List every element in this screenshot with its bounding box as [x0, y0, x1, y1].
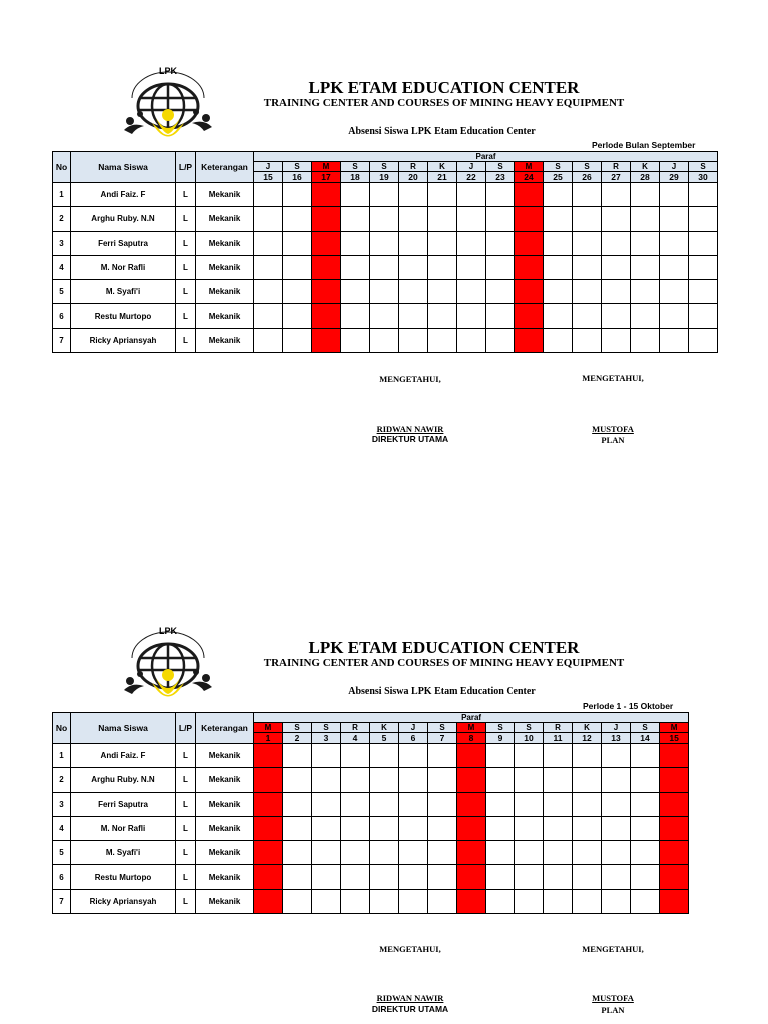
attendance-cell[interactable]	[544, 816, 573, 840]
date-cell: 29	[660, 172, 689, 183]
student-no: 6	[53, 304, 71, 328]
attendance-cell[interactable]	[312, 768, 341, 792]
date-cell: 18	[341, 172, 370, 183]
student-name: M. Nor Rafli	[71, 816, 176, 840]
day-cell: M	[254, 723, 283, 733]
signer-role-left: DIREKTUR UTAMA	[371, 1004, 449, 1014]
student-gender: L	[176, 304, 196, 328]
student-note: Mekanik	[196, 304, 254, 328]
day-cell: R	[602, 162, 631, 172]
attendance-cell[interactable]	[660, 816, 689, 840]
attendance-cell[interactable]	[399, 744, 428, 768]
date-cell: 22	[457, 172, 486, 183]
attendance-cell[interactable]	[428, 816, 457, 840]
attendance-cell[interactable]	[399, 841, 428, 865]
attendance-cell[interactable]	[457, 841, 486, 865]
period-label: Perlode 1 - 15 Oktober	[583, 701, 674, 711]
attendance-cell[interactable]	[515, 841, 544, 865]
attendance-cell[interactable]	[602, 744, 631, 768]
attendance-cell[interactable]	[457, 816, 486, 840]
date-cell: 21	[428, 172, 457, 183]
attendance-cell[interactable]	[254, 792, 283, 816]
attendance-cell[interactable]	[457, 768, 486, 792]
student-no: 3	[53, 792, 71, 816]
attendance-cell[interactable]	[544, 841, 573, 865]
date-cell: 7	[428, 733, 457, 744]
student-gender: L	[176, 183, 196, 207]
attendance-cell[interactable]	[486, 841, 515, 865]
student-no: 5	[53, 280, 71, 304]
date-cell: 28	[631, 172, 660, 183]
attendance-cell[interactable]	[573, 841, 602, 865]
attendance-cell[interactable]	[312, 841, 341, 865]
mengetahui-right: MENGETAHUI,	[582, 944, 644, 954]
col-gender-header: L/P	[176, 713, 196, 744]
attendance-cell[interactable]	[573, 744, 602, 768]
day-cell: S	[283, 162, 312, 172]
date-cell: 23	[486, 172, 515, 183]
mengetahui-left: MENGETAHUI,	[379, 944, 441, 954]
student-gender: L	[176, 889, 196, 913]
date-cell: 26	[573, 172, 602, 183]
attendance-cell[interactable]	[486, 865, 515, 889]
student-note: Mekanik	[196, 255, 254, 279]
student-no: 4	[53, 816, 71, 840]
day-cell: S	[486, 162, 515, 172]
student-note: Mekanik	[196, 865, 254, 889]
attendance-cell[interactable]	[515, 792, 544, 816]
col-no-header: No	[53, 713, 71, 744]
attendance-cell[interactable]	[573, 792, 602, 816]
date-cell: 3	[312, 733, 341, 744]
attendance-cell[interactable]	[544, 865, 573, 889]
date-cell: 2	[283, 733, 312, 744]
student-name: M. Nor Rafli	[71, 255, 176, 279]
signer-role-left: DIREKTUR UTAMA	[371, 434, 449, 444]
day-cell: S	[544, 162, 573, 172]
page-subtitle: TRAINING CENTER AND COURSES OF MINING HEAVY EQUIPMENT	[263, 97, 625, 109]
table-row	[53, 889, 689, 913]
attendance-cell[interactable]	[602, 889, 631, 913]
date-cell: 1	[254, 733, 283, 744]
table-row	[53, 865, 689, 889]
day-cell: S	[283, 723, 312, 733]
paraf-header: Paraf	[254, 713, 689, 723]
attendance-cell[interactable]	[602, 841, 631, 865]
mengetahui-left: MENGETAHUI,	[379, 374, 441, 384]
student-note: Mekanik	[196, 231, 254, 255]
student-gender: L	[176, 841, 196, 865]
attendance-cell[interactable]	[573, 768, 602, 792]
attendance-cell[interactable]	[602, 768, 631, 792]
student-name: Restu Murtopo	[71, 865, 176, 889]
student-gender: L	[176, 231, 196, 255]
student-gender: L	[176, 768, 196, 792]
student-name: Arghu Ruby. N.N	[71, 768, 176, 792]
attendance-cell[interactable]	[457, 744, 486, 768]
date-cell: 4	[341, 733, 370, 744]
signer-role-right: PLAN	[601, 1005, 625, 1015]
date-cell: 20	[399, 172, 428, 183]
student-no: 4	[53, 255, 71, 279]
attendance-cell[interactable]	[312, 792, 341, 816]
attendance-cell[interactable]	[254, 865, 283, 889]
student-note: Mekanik	[196, 816, 254, 840]
day-cell: S	[370, 162, 399, 172]
student-note: Mekanik	[196, 744, 254, 768]
attendance-cell[interactable]	[283, 841, 312, 865]
student-gender: L	[176, 255, 196, 279]
attendance-cell[interactable]	[602, 865, 631, 889]
signer-name-left: RIDWAN NAWIR	[376, 424, 444, 434]
attendance-cell[interactable]	[660, 865, 689, 889]
attendance-cell[interactable]	[312, 865, 341, 889]
table-row	[53, 768, 689, 792]
attendance-cell[interactable]	[370, 744, 399, 768]
attendance-cell[interactable]	[370, 841, 399, 865]
day-cell: S	[312, 723, 341, 733]
student-name: Andi Faiz. F	[71, 183, 176, 207]
student-name: Andi Faiz. F	[71, 744, 176, 768]
student-name: M. Syafi'i	[71, 841, 176, 865]
attendance-cell[interactable]	[457, 792, 486, 816]
attendance-cell[interactable]	[428, 841, 457, 865]
student-gender: L	[176, 280, 196, 304]
attendance-cell[interactable]	[283, 865, 312, 889]
day-cell: R	[544, 723, 573, 733]
table-row	[53, 816, 689, 840]
day-cell: M	[660, 723, 689, 733]
signer-role-right: PLAN	[601, 435, 625, 445]
date-cell: 14	[631, 733, 660, 744]
attendance-cell[interactable]	[341, 889, 370, 913]
date-cell: 15	[254, 172, 283, 183]
student-note: Mekanik	[196, 768, 254, 792]
table-row	[53, 841, 689, 865]
signer-name-right: MUSTOFA	[592, 993, 634, 1003]
date-cell: 9	[486, 733, 515, 744]
attendance-cell[interactable]	[660, 768, 689, 792]
attendance-cell[interactable]	[254, 889, 283, 913]
attendance-cell[interactable]	[370, 865, 399, 889]
page-title: LPK ETAM EDUCATION CENTER	[308, 78, 580, 97]
day-cell: R	[341, 723, 370, 733]
date-cell: 15	[660, 733, 689, 744]
col-note-header: Keterangan	[196, 713, 254, 744]
table-row	[53, 744, 689, 768]
attendance-cell[interactable]	[631, 865, 660, 889]
attendance-cell[interactable]	[254, 816, 283, 840]
date-cell: 12	[573, 733, 602, 744]
day-cell: J	[602, 723, 631, 733]
signer-name-left: RIDWAN NAWIR	[376, 993, 444, 1003]
attendance-cell[interactable]	[341, 841, 370, 865]
attendance-cell[interactable]	[341, 816, 370, 840]
date-cell: 16	[283, 172, 312, 183]
attendance-cell[interactable]	[312, 816, 341, 840]
student-name: Restu Murtopo	[71, 304, 176, 328]
day-cell: K	[573, 723, 602, 733]
day-cell: J	[457, 162, 486, 172]
attendance-cell[interactable]	[370, 816, 399, 840]
col-note-header: Keterangan	[196, 152, 254, 183]
attendance-cell[interactable]	[631, 889, 660, 913]
date-cell: 17	[312, 172, 341, 183]
student-no: 2	[53, 207, 71, 231]
day-cell: S	[341, 162, 370, 172]
day-cell: S	[689, 162, 718, 172]
student-gender: L	[176, 744, 196, 768]
attendance-cell[interactable]	[341, 744, 370, 768]
day-cell: S	[631, 723, 660, 733]
attendance-cell[interactable]	[631, 744, 660, 768]
attendance-cell[interactable]	[428, 889, 457, 913]
attendance-cell[interactable]	[283, 889, 312, 913]
attendance-cell[interactable]	[399, 865, 428, 889]
attendance-cell[interactable]	[631, 841, 660, 865]
student-note: Mekanik	[196, 328, 254, 352]
student-name: Arghu Ruby. N.N	[71, 207, 176, 231]
attendance-cell[interactable]	[341, 768, 370, 792]
col-no-header: No	[53, 152, 71, 183]
date-cell: 5	[370, 733, 399, 744]
attendance-cell[interactable]	[283, 792, 312, 816]
student-rows	[53, 744, 689, 914]
attendance-cell[interactable]	[370, 889, 399, 913]
date-cell: 19	[370, 172, 399, 183]
attendance-cell[interactable]	[515, 744, 544, 768]
attendance-cell[interactable]	[544, 792, 573, 816]
day-cell: K	[370, 723, 399, 733]
attendance-cell[interactable]	[660, 889, 689, 913]
student-no: 3	[53, 231, 71, 255]
student-gender: L	[176, 207, 196, 231]
day-cell: K	[631, 162, 660, 172]
attendance-cell[interactable]	[428, 865, 457, 889]
student-name: Ferri Saputra	[71, 231, 176, 255]
student-note: Mekanik	[196, 889, 254, 913]
attendance-cell[interactable]	[312, 889, 341, 913]
attendance-cell[interactable]	[370, 792, 399, 816]
attendance-cell[interactable]	[254, 841, 283, 865]
student-note: Mekanik	[196, 280, 254, 304]
date-cell: 27	[602, 172, 631, 183]
attendance-cell[interactable]	[486, 768, 515, 792]
student-note: Mekanik	[196, 841, 254, 865]
student-no: 5	[53, 841, 71, 865]
attendance-cell[interactable]	[486, 889, 515, 913]
attendance-cell[interactable]	[544, 889, 573, 913]
attendance-cell[interactable]	[399, 792, 428, 816]
attendance-cell[interactable]	[428, 792, 457, 816]
attendance-cell[interactable]	[544, 744, 573, 768]
attendance-cell[interactable]	[631, 768, 660, 792]
day-cell: S	[486, 723, 515, 733]
date-cell: 13	[602, 733, 631, 744]
col-gender-header: L/P	[176, 152, 196, 183]
attendance-cell[interactable]	[283, 768, 312, 792]
attendance-cell[interactable]	[341, 865, 370, 889]
student-no: 6	[53, 865, 71, 889]
student-gender: L	[176, 816, 196, 840]
student-name: Ricky Apriansyah	[71, 328, 176, 352]
attendance-cell[interactable]	[660, 744, 689, 768]
date-cell: 24	[515, 172, 544, 183]
attendance-cell[interactable]	[573, 865, 602, 889]
page-title: LPK ETAM EDUCATION CENTER	[308, 638, 580, 657]
student-name: Ferri Saputra	[71, 792, 176, 816]
day-cell: S	[515, 723, 544, 733]
student-note: Mekanik	[196, 792, 254, 816]
attendance-table	[52, 712, 689, 914]
attendance-cell[interactable]	[254, 744, 283, 768]
attendance-cell[interactable]	[631, 816, 660, 840]
attendance-cell[interactable]	[573, 889, 602, 913]
attendance-cell[interactable]	[457, 865, 486, 889]
attendance-cell[interactable]	[602, 816, 631, 840]
attendance-cell[interactable]	[370, 768, 399, 792]
attendance-cell[interactable]	[341, 792, 370, 816]
attendance-cell[interactable]	[515, 889, 544, 913]
attendance-cell[interactable]	[515, 865, 544, 889]
day-cell: S	[573, 162, 602, 172]
student-name: Ricky Apriansyah	[71, 889, 176, 913]
day-cell: M	[312, 162, 341, 172]
attendance-cell[interactable]	[660, 792, 689, 816]
mengetahui-right: MENGETAHUI,	[582, 373, 644, 383]
period-label: Perlode Bulan September	[592, 140, 696, 150]
attendance-cell[interactable]	[515, 816, 544, 840]
attendance-cell[interactable]	[399, 816, 428, 840]
attendance-cell[interactable]	[428, 744, 457, 768]
attendance-cell[interactable]	[602, 792, 631, 816]
day-cell: J	[660, 162, 689, 172]
day-cell: M	[515, 162, 544, 172]
day-cell: J	[399, 723, 428, 733]
paraf-header: Paraf	[254, 152, 718, 162]
attendance-cell[interactable]	[660, 841, 689, 865]
attendance-cell[interactable]	[254, 768, 283, 792]
attendance-heading: Absensi Siswa LPK Etam Education Center	[348, 126, 536, 137]
page-subtitle: TRAINING CENTER AND COURSES OF MINING HEAVY EQUIPMENT	[263, 657, 625, 669]
day-cell: K	[428, 162, 457, 172]
attendance-cell[interactable]	[399, 768, 428, 792]
date-cell: 11	[544, 733, 573, 744]
student-note: Mekanik	[196, 183, 254, 207]
student-note: Mekanik	[196, 207, 254, 231]
day-cell: J	[254, 162, 283, 172]
student-gender: L	[176, 328, 196, 352]
attendance-cell[interactable]	[283, 744, 312, 768]
student-no: 7	[53, 889, 71, 913]
student-no: 1	[53, 183, 71, 207]
student-no: 2	[53, 768, 71, 792]
date-cell: 25	[544, 172, 573, 183]
attendance-cell[interactable]	[399, 889, 428, 913]
col-name-header: Nama Siswa	[71, 713, 176, 744]
attendance-cell[interactable]	[428, 768, 457, 792]
student-gender: L	[176, 865, 196, 889]
attendance-cell[interactable]	[312, 744, 341, 768]
signer-name-right: MUSTOFA	[592, 424, 634, 434]
student-no: 7	[53, 328, 71, 352]
date-cell: 30	[689, 172, 718, 183]
attendance-cell[interactable]	[486, 816, 515, 840]
date-cell: 10	[515, 733, 544, 744]
attendance-cell[interactable]	[486, 744, 515, 768]
attendance-cell[interactable]	[283, 816, 312, 840]
attendance-cell[interactable]	[544, 768, 573, 792]
col-name-header: Nama Siswa	[71, 152, 176, 183]
attendance-cell[interactable]	[515, 768, 544, 792]
student-gender: L	[176, 792, 196, 816]
day-cell: R	[399, 162, 428, 172]
student-no: 1	[53, 744, 71, 768]
attendance-cell[interactable]	[457, 889, 486, 913]
day-cell: M	[457, 723, 486, 733]
attendance-heading: Absensi Siswa LPK Etam Education Center	[348, 686, 536, 697]
logo-text: LPK	[159, 626, 177, 636]
day-cell: S	[428, 723, 457, 733]
attendance-cell[interactable]	[573, 816, 602, 840]
student-name: M. Syafi'i	[71, 280, 176, 304]
date-cell: 6	[399, 733, 428, 744]
date-cell: 8	[457, 733, 486, 744]
attendance-cell[interactable]	[631, 792, 660, 816]
table-row	[53, 792, 689, 816]
attendance-cell[interactable]	[486, 792, 515, 816]
logo-text: LPK	[159, 66, 177, 76]
